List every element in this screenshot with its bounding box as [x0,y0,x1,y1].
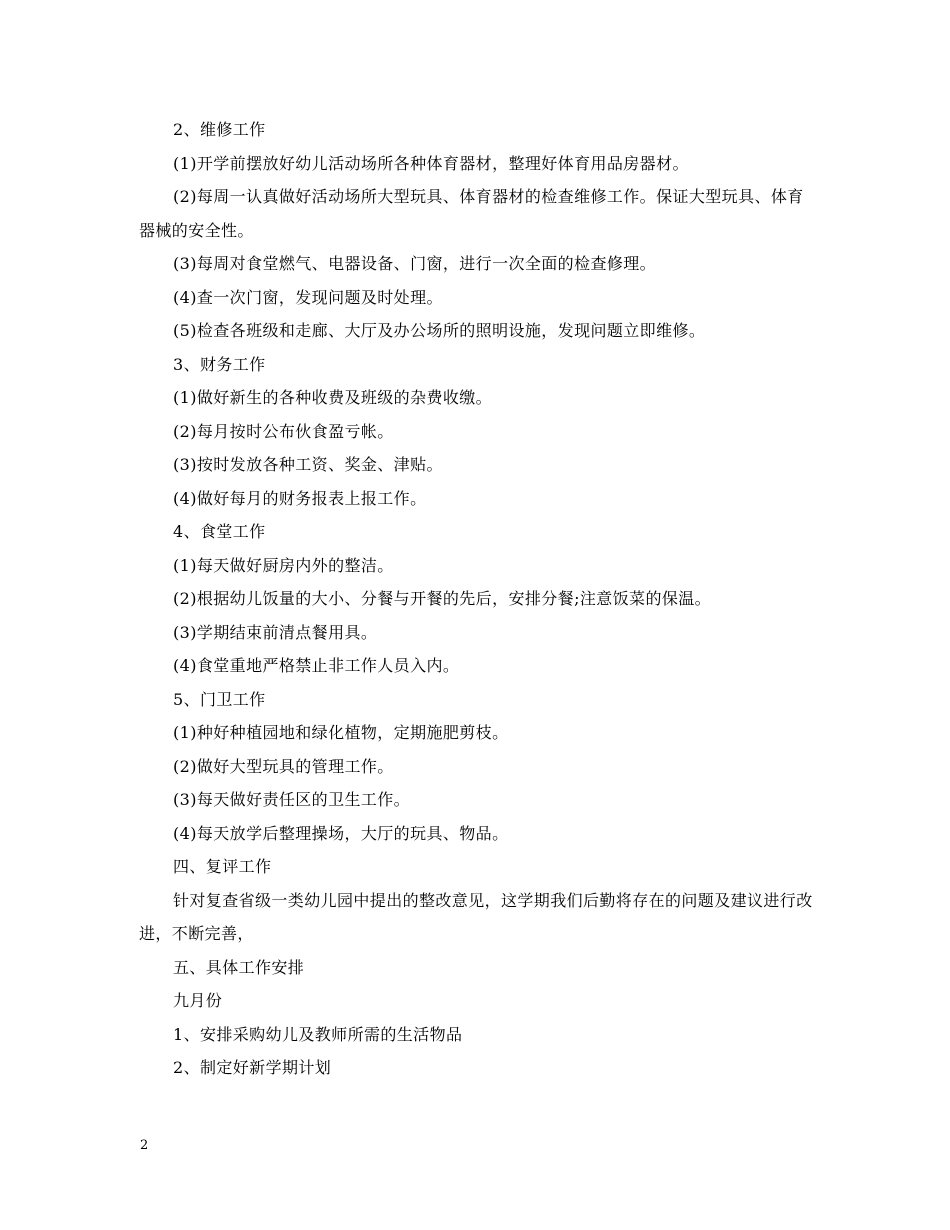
section-heading-finance: 3、财务工作 [173,354,266,374]
list-item: (1)做好新生的各种收费及班级的杂费收缴。 [173,388,493,407]
section-heading-maintenance: 2、维修工作 [173,120,266,139]
list-item: (4)食堂重地严格禁止非工作人员入内。 [173,656,460,675]
list-item: (1)每天做好厨房内外的整洁。 [173,555,394,575]
list-item: (5)检查各班级和走廊、大厅及办公场所的照明设施，发现问题立即维修。 [173,321,706,340]
list-item: (2)每月按时公布伙食盈亏帐。 [173,421,394,441]
list-item: (4)做好每月的财务报表上报工作。 [173,488,427,508]
section-heading-review: 四、复评工作 [173,857,272,876]
body-paragraph: 针对复查省级一类幼儿园中提出的整改意见，这学期我们后勤将存在的问题及建议进行改进，不断完善， [139,890,813,943]
list-item: 2、制定好新学期计划 [173,1058,332,1077]
section-heading-schedule: 五、具体工作安排 [173,957,305,977]
list-item: (4)查一次门窗，发现问题及时处理。 [173,287,443,307]
section-heading-canteen: 4、食堂工作 [173,522,266,541]
list-item: (2)根据幼儿饭量的大小、分餐与开餐的先后，安排分餐;注意饭菜的保温。 [173,589,712,608]
list-item: (4)每天放学后整理操场，大厅的玩具、物品。 [173,823,509,843]
section-heading-guard: 5、门卫工作 [173,689,266,709]
list-item: (1)种好种植园地和绿化植物，定期施肥剪枝。 [173,723,509,742]
list-item: (2)每周一认真做好活动场所大型玩具、体育器材的检查维修工作。保证大型玩具、体育器械的安全性。 [139,187,804,240]
list-item: (1)开学前摆放好幼儿活动场所各种体育器材，整理好体育用品房器材。 [173,153,689,173]
list-item: (3)每天做好责任区的卫生工作。 [173,790,411,809]
list-item: (2)做好大型玩具的管理工作。 [173,756,394,776]
list-item: 1、安排采购幼儿及教师所需的生活物品 [173,1024,463,1044]
page-number: 2 [140,1138,149,1153]
list-item: (3)学期结束前清点餐用具。 [173,622,378,642]
list-item: (3)按时发放各种工资、奖金、津贴。 [173,455,443,474]
month-heading: 九月份 [173,991,223,1010]
list-item: (3)每周对食堂燃气、电器设备、门窗，进行一次全面的检查修理。 [173,254,657,273]
document-body [139,113,815,1085]
